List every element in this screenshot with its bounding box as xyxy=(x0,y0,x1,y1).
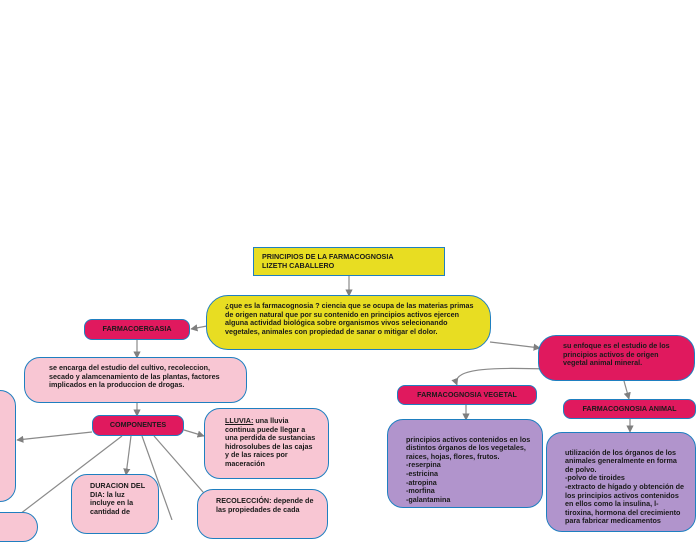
farmacognosia-vegetal-label: FARMACOGNOSIA VEGETAL xyxy=(417,389,517,399)
map-title[interactable] xyxy=(253,247,445,276)
connector-componentes-lluvia xyxy=(184,430,204,436)
recoleccion-text: RECOLECCIÓN: depende de las propiedades de cada xyxy=(216,496,314,514)
farmacognosia-animal-tag[interactable] xyxy=(563,399,696,419)
definition-text: ¿que es la farmacognosia ? ciencia que se ocupa de las materias primas de origen natural que por su contenido en principios activos ejercen alguna actividad biológica sobre organismos vivos selecionando vegetales, animales con propiedad de sanar o mitigar el dolor. xyxy=(225,301,474,336)
bottom-left-partial-node[interactable] xyxy=(0,512,38,542)
farmacognosia-vegetal-tag[interactable] xyxy=(397,385,537,405)
lluvia-text: una lluvia continua puede llegar a una perdida de sustancias hidrosolubes de las cajas y de las raices por maceración xyxy=(225,416,316,468)
animal-node[interactable] xyxy=(546,432,696,532)
enfoque-node[interactable] xyxy=(538,335,695,381)
animal-text: utilización de los órganos de los animales generalmente en forma de polvo. -polvo de tiroides -extracto de hígado y obtención de los principios activos contenidos en ellos como la insulina, l-tiroxina, hormona del crecimiento para fabricar medicamentos xyxy=(565,447,685,526)
connector-componentes-left xyxy=(17,432,92,440)
farmacognosia-animal-label: FARMACOGNOSIA ANIMAL xyxy=(582,403,677,413)
connector-enfoque-animal xyxy=(624,381,629,399)
vegetal-node[interactable] xyxy=(387,419,543,508)
duracion-dia-node[interactable] xyxy=(71,474,159,534)
connector-enfoque-vegetal xyxy=(456,368,548,385)
connector-definition-farmacoergasia xyxy=(191,326,207,329)
title-line-1: PRINCIPIOS DE LA FARMACOGNOSIA xyxy=(262,252,394,261)
definition-node[interactable] xyxy=(206,295,491,350)
lluvia-node[interactable] xyxy=(204,408,329,479)
componentes-tag[interactable] xyxy=(92,415,184,436)
connector-definition-enfoque xyxy=(490,342,540,348)
vegetal-text: principios activos contenidos en los distintos órganos de los vegetales, raices, hojas, flores, frutos. -reserpina -estricina -atropina -morfina -galantamina xyxy=(406,434,531,504)
farmacoergasia-label: FARMACOERGASIA xyxy=(102,324,172,334)
connector-componentes-recoleccion xyxy=(154,436,210,500)
farmacoergasia-description-node[interactable] xyxy=(24,357,247,403)
componentes-label: COMPONENTES xyxy=(109,420,167,430)
left-partial-node[interactable] xyxy=(0,390,16,502)
farmacoergasia-tag[interactable] xyxy=(84,319,190,340)
connector-componentes-duracion xyxy=(126,436,131,475)
duracion-dia-text: DURACION DEL DIA: la luz incluye en la cantidad de xyxy=(90,481,145,516)
farmacoergasia-description-text: se encarga del estudio del cultivo, recoleccion, secado y alamcenamiento de las plantas, factores implicados en la produccion de drogas. xyxy=(49,363,220,390)
enfoque-text: su enfoque es el estudio de los principios activos de origen vegetal animal mineral. xyxy=(563,341,670,368)
title-author: LIZETH CABALLERO xyxy=(262,260,335,270)
recoleccion-node[interactable] xyxy=(197,489,328,539)
lluvia-title: LLUVIA: xyxy=(225,416,254,425)
